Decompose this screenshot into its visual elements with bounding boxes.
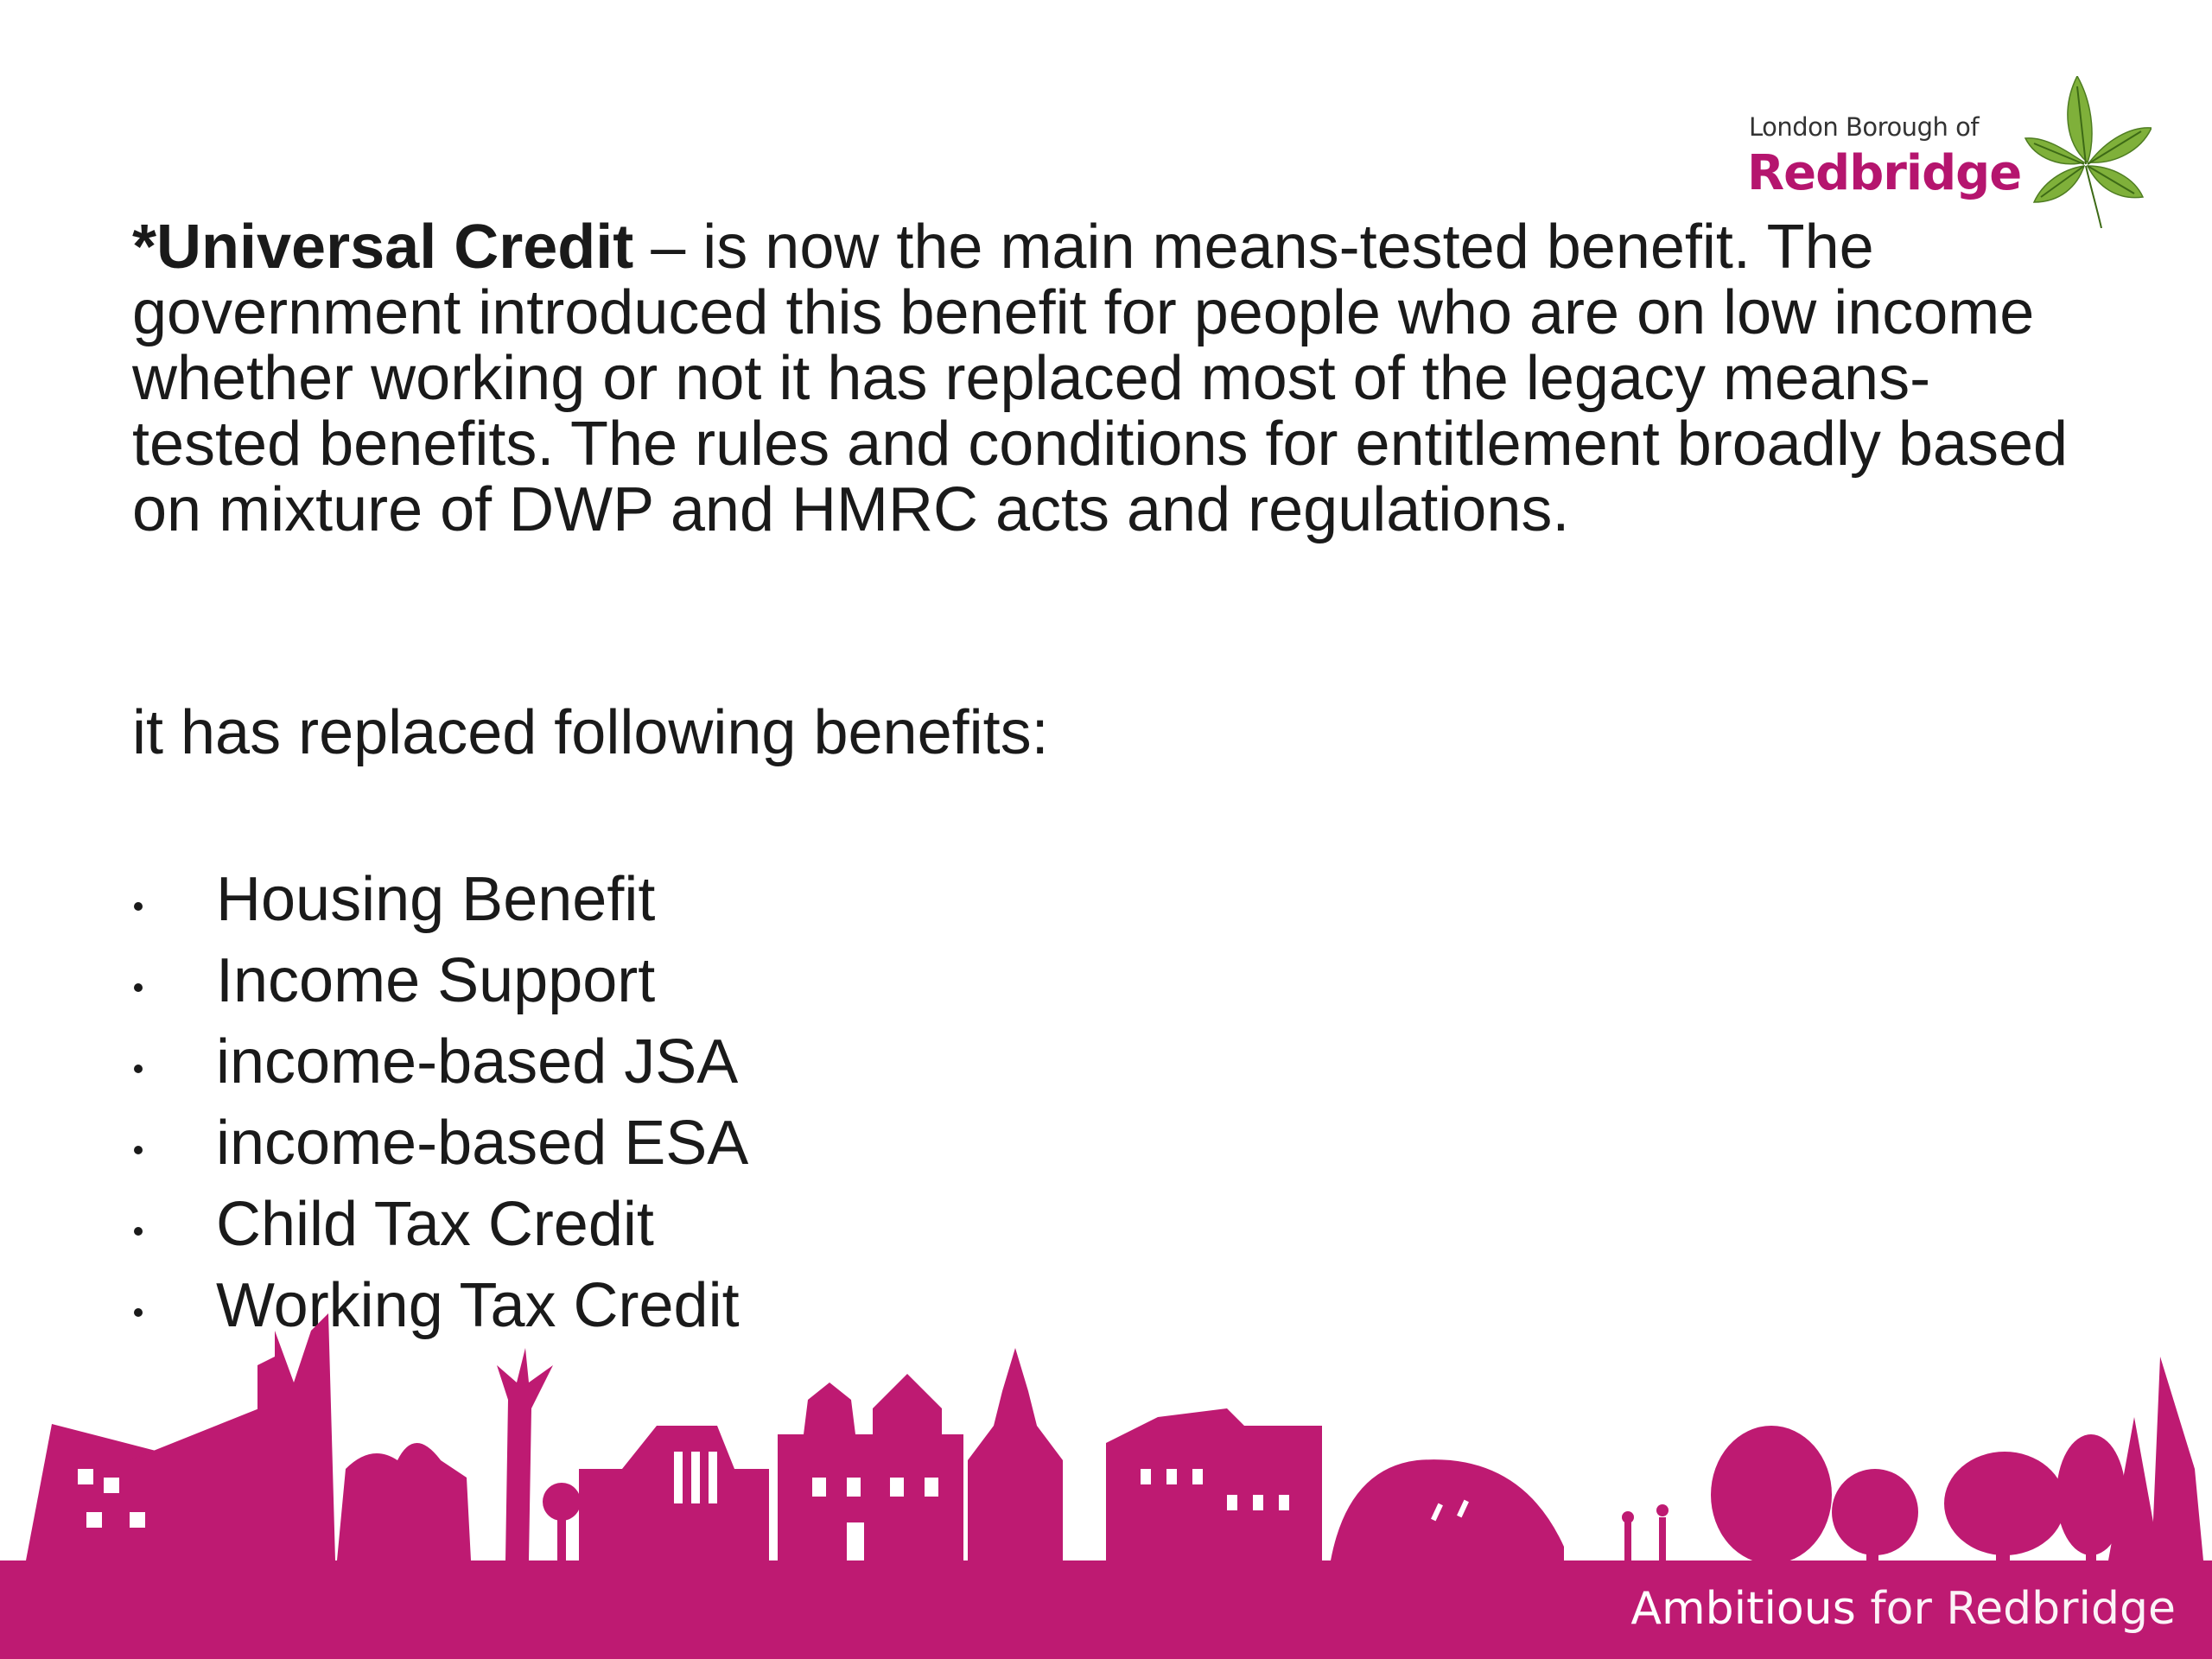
- list-item: [132, 940, 748, 1021]
- intro-text: – is now the main means-tested benefit. The government introduced this benefit for people who are on low income whether working or not it has replaced most of the legacy means-tested benefits. The rules and conditions for entitlement broadly based on mixture of DWP and HMRC acts and regulations.: [132, 213, 2069, 544]
- logo-subtitle: London Borough of: [1749, 112, 1980, 142]
- bullet-icon: [134, 1227, 143, 1236]
- list-item: [132, 1103, 748, 1184]
- bullet-icon: [134, 983, 143, 992]
- intro-term: *Universal Credit: [132, 213, 634, 282]
- bullet-icon: [134, 902, 143, 911]
- redbridge-logo: [1745, 76, 2143, 232]
- intro-paragraph: [132, 214, 2076, 543]
- bullet-icon: [134, 1146, 143, 1154]
- list-item: [132, 1021, 748, 1103]
- tagline-rest: for Redbridge: [1855, 1583, 2176, 1635]
- benefit-label: income-based JSA: [216, 1027, 739, 1096]
- tagline-strong: Ambitious: [1630, 1583, 1856, 1635]
- chestnut-leaf-icon: [2005, 76, 2152, 228]
- bullet-icon: [134, 1065, 143, 1073]
- benefits-lead-in: it has replaced following benefits:: [132, 698, 1049, 767]
- list-item: [132, 1184, 748, 1265]
- benefits-list: [132, 859, 748, 1346]
- benefit-label: Income Support: [216, 946, 656, 1015]
- footer-tagline: [1630, 1583, 2176, 1635]
- benefit-label: Child Tax Credit: [216, 1190, 654, 1259]
- slide-content: [132, 213, 2076, 1340]
- list-item: [132, 859, 748, 940]
- benefit-label: Working Tax Credit: [216, 1271, 740, 1340]
- benefit-label: income-based ESA: [216, 1109, 749, 1178]
- benefit-label: Housing Benefit: [216, 865, 656, 934]
- logo-brand-name: Redbridge: [1747, 145, 2022, 201]
